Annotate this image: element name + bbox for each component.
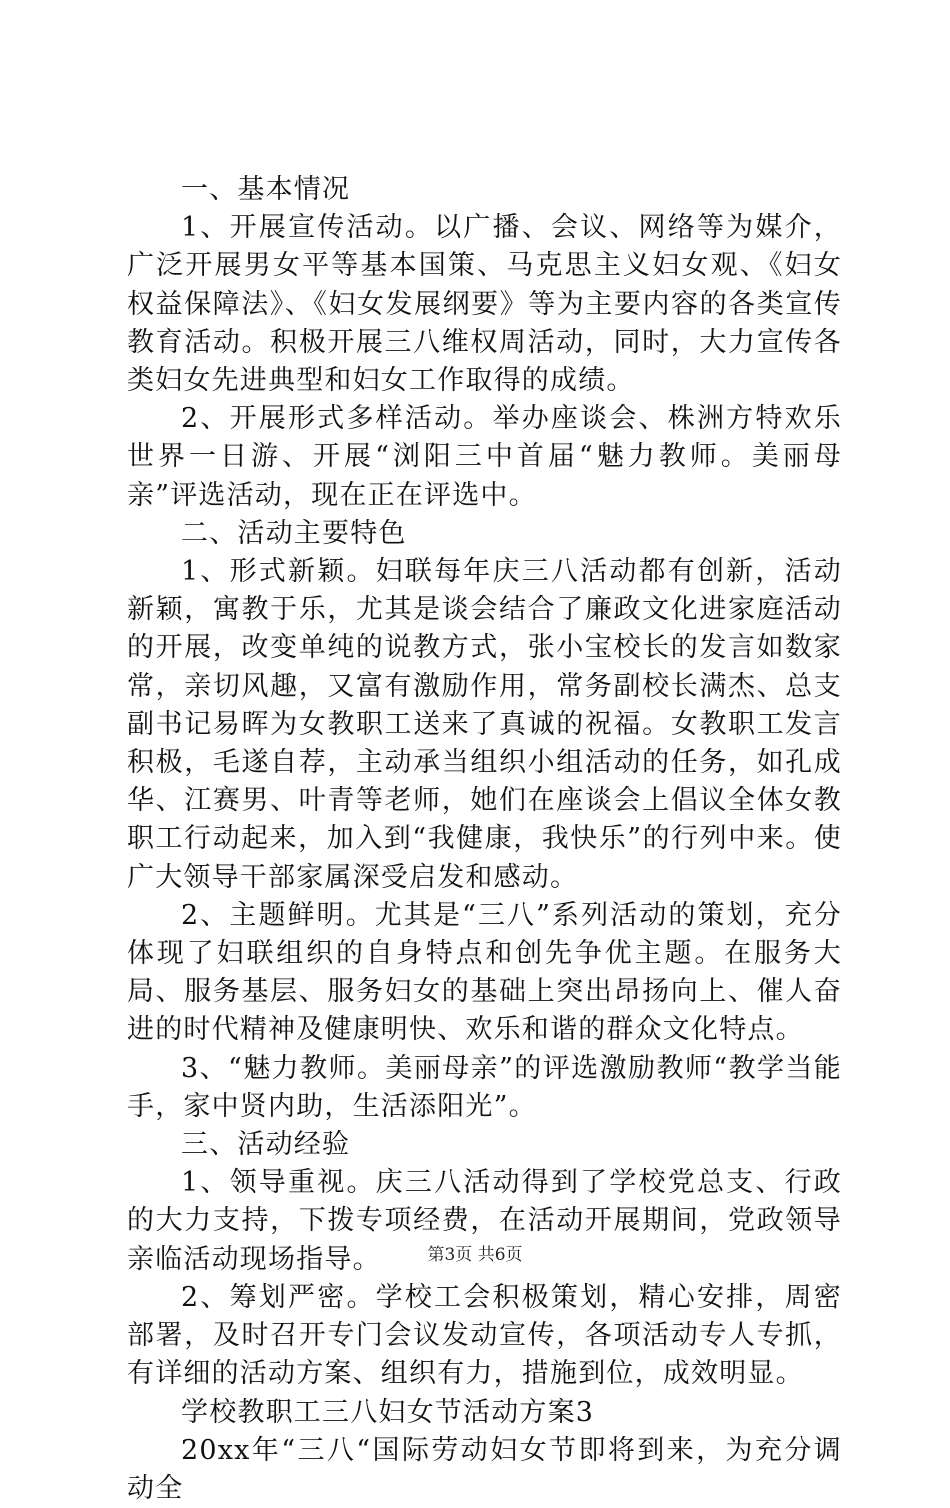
paragraph: 2、开展形式多样活动。举办座谈会、株洲方特欢乐世界一日游、开展“浏阳三中首届“魅力教师。美丽母亲”评选活动，现在正在评选中。 (127, 403, 842, 511)
paragraph: 3、“魅力教师。美丽母亲”的评选激励教师“教学当能手，家中贤内助，生活添阳光”。 (127, 1052, 842, 1122)
heading-basic-situation: 一、基本情况 (181, 174, 351, 205)
page-number-footer: 第3页 共6页 (427, 1245, 523, 1265)
section-title: 学校教职工三八妇女节活动方案3 (181, 1396, 595, 1428)
paragraph: 1、开展宣传活动。以广播、会议、网络等为媒介，广泛开展男女平等基本国策、马克思主义妇女观、《妇女权益保障法》、《妇女发展纲要》等为主要内容的各类宣传教育活动。积极开展三八维权周活动，同时，大力宣传各类妇女先进典型和妇女工作取得的成绩。 (127, 212, 842, 397)
paragraph: 1、形式新颖。妇联每年庆三八活动都有创新，活动新颖，寓教于乐，尤其是谈会结合了廉政文化进家庭活动的开展，改变单纯的说教方式，张小宝校长的发言如数家常，亲切风趣，又富有激励作用，常务副校长满杰、总支副书记易晖为女教职工送来了真诚的祝福。女教职工发言积极，毛遂自荐，主动承当组织小组活动的任务，如孔成华、江赛男、叶青等老师，她们在座谈会上倡议全体女教职工行动起来，加入到“我健康，我快乐”的行列中来。使广大领导干部家属深受启发和感动。 (127, 556, 842, 893)
heading-experience: 三、活动经验 (181, 1129, 351, 1161)
heading-main-features: 二、活动主要特色 (181, 517, 407, 549)
paragraph: 20xx年“三八“国际劳动妇女节即将到来，为充分调动全 (127, 1434, 842, 1504)
paragraph: 2、主题鲜明。尤其是“三八”系列活动的策划，充分体现了妇联组织的自身特点和创先争优主题。在服务大局、服务基层、服务妇女的基础上突出昂扬向上、催人奋进的时代精神及健康明快、欢乐和谐的群众文化特点。 (127, 899, 842, 1046)
paragraph: 2、筹划严密。学校工会积极策划，精心安排，周密部署，及时召开专门会议发动宣传，各项活动专人专抓，有详细的活动方案、组织有力，措施到位，成效明显。 (127, 1281, 842, 1390)
paragraph: 1、领导重视。庆三八活动得到了学校党总支、行政的大力支持，下拨专项经费，在活动开展期间，党政领导亲临活动现场指导。 (127, 1167, 842, 1275)
document-body (127, 171, 842, 1508)
